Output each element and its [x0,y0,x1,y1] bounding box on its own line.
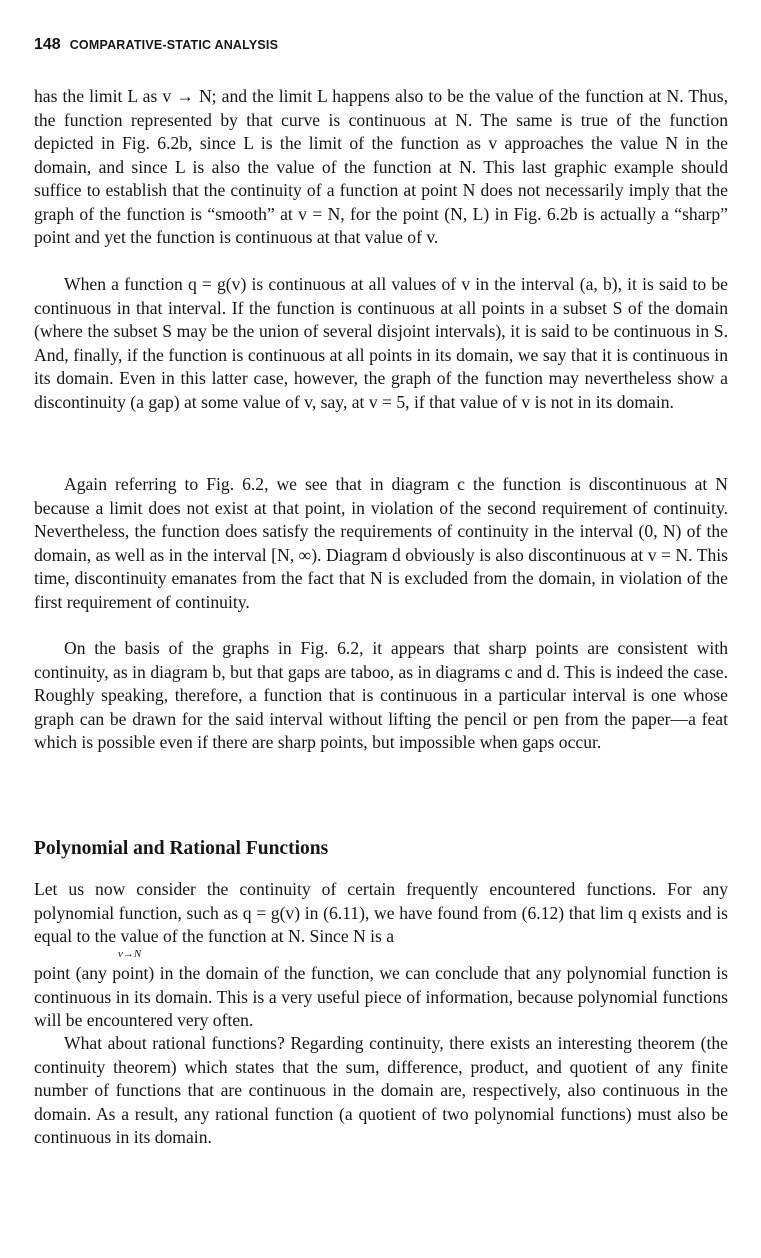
paragraph-sharp-points: On the basis of the graphs in Fig. 6.2, it appears that sharp points are consistent with continuity, as in diagram b, but that gaps are taboo, as in diagrams c and d. This is indeed the case. Roughly speaking, therefore, a function that is continuous in a particular interval is one whose graph can be drawn for the said interval without lifting the pencil or pen from the paper—a feat which is possible even if there are sharp points, but impossible when gaps occur. [34,638,728,752]
paragraph-rational-functions: What about rational functions? Regarding continuity, there exists an interesting theorem (the continuity theorem) which states that the sum, difference, product, and quotient of any finite number of functions that are continuous in the domain are, respectively, also continuous in the domain. As a result, any rational function (a quotient of two polynomial functions) must also be continuous in its domain. [34,1033,728,1147]
paragraph-polynomial-conclusion: point (any point) in the domain of the function, we can conclude that any polynomial function is continuous in its domain. This is a very useful piece of information, because polynomial functions will be encountered very often. [34,963,728,1030]
limit-subscript: v→N [118,948,142,960]
paragraph-polynomial-intro: Let us now consider the continuity of certain frequently encountered functions. For any polynomial function, such as q = g(v) in (6.11), we have found from (6.12) that lim q exists and is equal to the value of the function at N. Since N is a [34,879,728,946]
section-heading: Polynomial and Rational Functions [34,838,329,859]
running-title: COMPARATIVE-STATIC ANALYSIS [69,38,279,52]
paragraph-diagram-c-d: Again referring to Fig. 6.2, we see that in diagram c the function is discontinuous at N because a limit does not exist at that point, in violation of the second requirement of continuity. Nevertheless, the function does satisfy the requirements of continuity in the interval (0, N) of the domain, as well as in the interval [N, ∞). Diagram d obviously is also discontinuous at v = N. This time, discontinuity emanates from the fact that N is excluded from the domain, in violation of the first requirement of continuity. [34,474,728,612]
page-number: 148 [34,36,61,53]
running-header [34,36,278,54]
paragraph-continuity-interval: When a function q = g(v) is continuous at all values of v in the interval (a, b), it is said to be continuous in that interval. If the function is continuous at all points in a subset S of the domain (where the subset S may be the union of several disjoint intervals), it is said to be continuous in S. And, finally, if the function is continuous at all points in its domain, we say that it is continuous in its domain. Even in this latter case, however, the graph of the function may nevertheless show a discontinuity (a gap) at some value of v, say, at v = 5, if that value of v is not in its domain. [34,274,728,412]
paragraph-continuity-example: has the limit L as v → N; and the limit L happens also to be the value of the function at N. Thus, the function represented by that curve is continuous at N. The same is true of the function depicted in Fig. 6.2b, since L is the limit of the function as v approaches the value N in the domain, and since L is also the value of the function at N. This last graphic example should suffice to establish that the continuity of a function at point N does not necessarily imply that the graph of the function is “smooth” at v = N, for the point (N, L) in Fig. 6.2b is actually a “sharp” point and yet the function is continuous at that value of v. [34,86,728,247]
